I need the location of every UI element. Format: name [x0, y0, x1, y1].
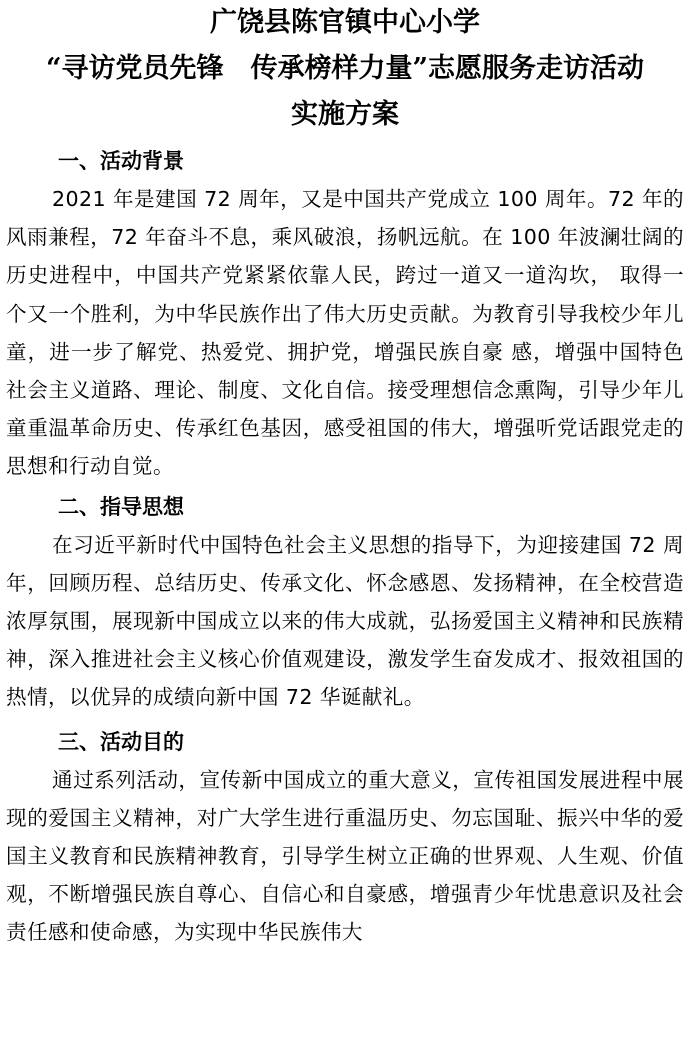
section-paragraph-purpose: 通过系列活动，宣传新中国成立的重大意义，宣传祖国发展进程中展现的爱国主义精神，对广大学生进行重温历史、勿忘国耻、振兴中华的爱国主义教育和民族精神教育，引导学生树立正确的世界观、人生观、价值观，不断增强民族自尊心、自信心和自豪感，增强青少年忧患意识及社会责任感和使命感，为实现中华民族伟大 [6, 767, 684, 945]
section-paragraph-background: 2021 年是建国 72 周年，又是中国共产党成立 100 周年。72 年的风雨兼程，72 年奋斗不息，乘风破浪，扬帆远航。在 100 年波澜壮阔的历史进程中，中国共产党紧紧依靠人民，跨过一道又一道沟坎， 取得一个又一个胜利，为中华民族作出了伟大历史贡献。为教育引导我校少年儿童，进一步了解党、热爱党、拥护党，增强民族自豪 感，增强中国特色社会主义道路、理论、制度、文化自信。接受理想信念熏陶，引导少年儿童重温革命历史、传承红色基因，感受祖国的伟大，增强听党话跟党走的思想和行动自觉。 [6, 187, 684, 479]
document-title-activity: “寻访党员先锋 传承榜样力量”志愿服务走访活动 [45, 53, 645, 84]
section-paragraph-guiding-ideology: 在习近平新时代中国特色社会主义思想的指导下，为迎接建国 72 周年，回顾历程、总结历史、传承文化、怀念感恩、发扬精神，在全校营造浓厚氛围，展现新中国成立以来的伟大成就，弘扬爱国主义精神和民族精神，深入推进社会主义核心价值观建设，激发学生奋发成才、报效祖国的热情，以优异的成绩向新中国 72 华诞献礼。 [6, 532, 684, 710]
section-background [6, 142, 684, 486]
section-heading-guiding-ideology: 二、指导思想 [58, 494, 184, 519]
section-guiding-ideology [6, 488, 684, 717]
document-title-school: 广饶县陈官镇中心小学 [210, 7, 480, 38]
section-heading-background: 一、活动背景 [58, 149, 184, 173]
section-heading-purpose: 三、活动目的 [58, 729, 184, 754]
section-purpose [6, 723, 684, 952]
document-title-plan: 实施方案 [291, 99, 399, 130]
